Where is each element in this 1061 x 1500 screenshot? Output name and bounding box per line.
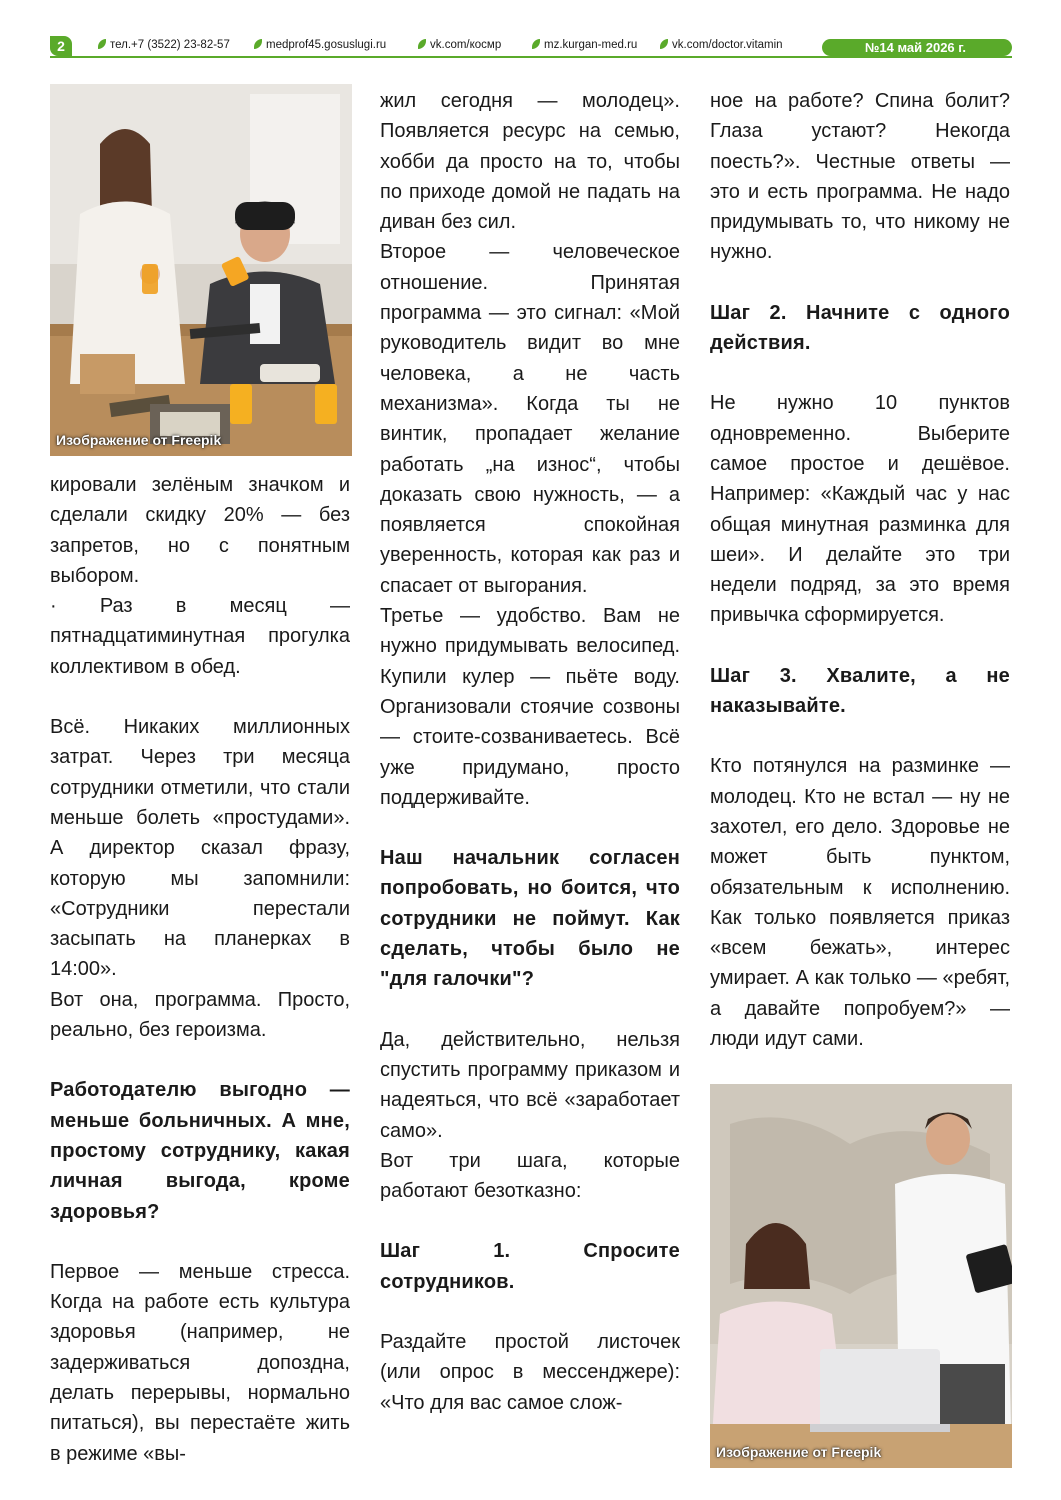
- leaf-icon: [660, 39, 668, 49]
- contact-link-medprof[interactable]: medprof45.gosuslugi.ru: [254, 39, 386, 51]
- contact-link-vk-kosmr[interactable]: vk.com/космр: [418, 39, 501, 51]
- photo-credit: Изображение от Freepik: [716, 1444, 882, 1460]
- column-3: [710, 84, 1010, 1460]
- paragraph: Вот она, программа. Просто, реально, без героизма.: [50, 988, 350, 1042]
- section-heading: Работодателю выгодно — меньше больничных. А мне, простому сотруднику, какая личная выгода, кроме здоровья?: [50, 1079, 350, 1223]
- paragraph: Да, действительно, нельзя спустить программу приказом и надеяться, что всё «заработает само».: [380, 1028, 680, 1142]
- column-1-text: [50, 470, 350, 1469]
- paragraph: Первое — меньше стресса. Когда на работе есть культура здоровья (например, не задерживаться допоздна, делать перерывы, нормально питаться), вы перестаёте жить в режиме «вы-: [50, 1260, 350, 1465]
- paragraph: Вот три шага, которые работают безотказно:: [380, 1149, 680, 1203]
- contact-link-vk-doctor[interactable]: vk.com/doctor.vitamin: [660, 39, 783, 51]
- paragraph: Кто потянулся на разминке — молодец. Кто не встал — ну не захотел, его дело. Здоровье не может быть пунктом, обязательным к исполнению. Как только появляется приказ «всем бежать», интерес умирает. А как только — «ребят, а давайте попробуем?» — люди идут сами.: [710, 755, 1010, 1051]
- paragraph: Не нужно 10 пунктов одновременно. Выберите самое простое и дешёвое. Например: «Каждый час у нас общая минутная разминка для шеи». И делайте это три недели подряд, за это время привычка сформируется.: [710, 392, 1010, 627]
- leaf-icon: [98, 39, 106, 49]
- step-heading: Шаг 3. Хвалите, а не наказывайте.: [710, 664, 1010, 718]
- step-heading: Шаг 2. Начните с одного действия.: [710, 301, 1010, 355]
- paragraph: кировали зелёным значком и сделали скидку 20% — без запретов, но с понятным выбором.: [50, 474, 350, 587]
- paragraph: ное на работе? Спина болит? Глаза устают? Некогда поесть?». Честные ответы — это и есть программа. Не надо придумывать то, что никому не нужно.: [710, 90, 1010, 264]
- paragraph: Всё. Никаких миллионных затрат. Через три месяца сотрудники отметили, что стали меньше болеть «простудами». А директор сказал фразу, которую мы запомнили: «Сотрудники перестали засыпать на планерках в 14:00».: [50, 716, 350, 981]
- paragraph: Второе — человеческое отношение. Принятая программа — это сигнал: «Мой руководитель видит во мне человека, а не часть механизма». Когда ты не винтик, пропадает желание работать „на износ“, чтобы доказать свою нужность, — а появляется спокойная уверенность, которая как раз и спасает от выгорания.: [380, 241, 680, 597]
- contact-link-kurgan-med[interactable]: mz.kurgan-med.ru: [532, 39, 637, 51]
- page-header: [50, 36, 1012, 58]
- paragraph: жил сегодня — молодец». Появляется ресурс на семью, хобби да просто на то, чтобы по приходе домой не падать на диван без сил.: [380, 90, 680, 234]
- column-1: [50, 84, 350, 1469]
- leaf-icon: [418, 39, 426, 49]
- office-lunch-photo: [50, 84, 352, 456]
- leaf-icon: [532, 39, 540, 49]
- office-meeting-illustration: [710, 1084, 1012, 1468]
- step-heading: Шаг 1. Спросите сотрудников.: [380, 1240, 680, 1293]
- office-meeting-photo: [710, 1084, 1012, 1468]
- column-2: [380, 84, 680, 1418]
- page-number: 2: [50, 36, 72, 56]
- bullet-item: · Раз в месяц — пятнадцатиминутная прогулка коллективом в обед.: [50, 595, 350, 678]
- paragraph: Раздайте простой листочек (или опрос в мессенджере): «Что для вас самое слож-: [380, 1330, 680, 1414]
- leaf-icon: [254, 39, 262, 49]
- header-divider: [50, 56, 1012, 58]
- section-heading: Наш начальник согласен попробовать, но боится, что сотрудники не поймут. Как сделать, чтобы было не "для галочки"?: [380, 847, 680, 991]
- office-lunch-illustration: [50, 84, 352, 456]
- column-2-text: [380, 86, 680, 1418]
- column-3-text: [710, 86, 1010, 1054]
- contact-phone: тел.+7 (3522) 23-82-57: [98, 39, 230, 51]
- paragraph: Третье — удобство. Вам не нужно придумывать велосипед. Купили кулер — пьёте воду. Организовали стоячие созвоны — стоите-созваниваетесь. Всё уже придумано, просто поддерживайте.: [380, 605, 680, 809]
- photo-credit: Изображение от Freepik: [56, 432, 222, 448]
- issue-label: №14 май 2026 г.: [864, 40, 966, 55]
